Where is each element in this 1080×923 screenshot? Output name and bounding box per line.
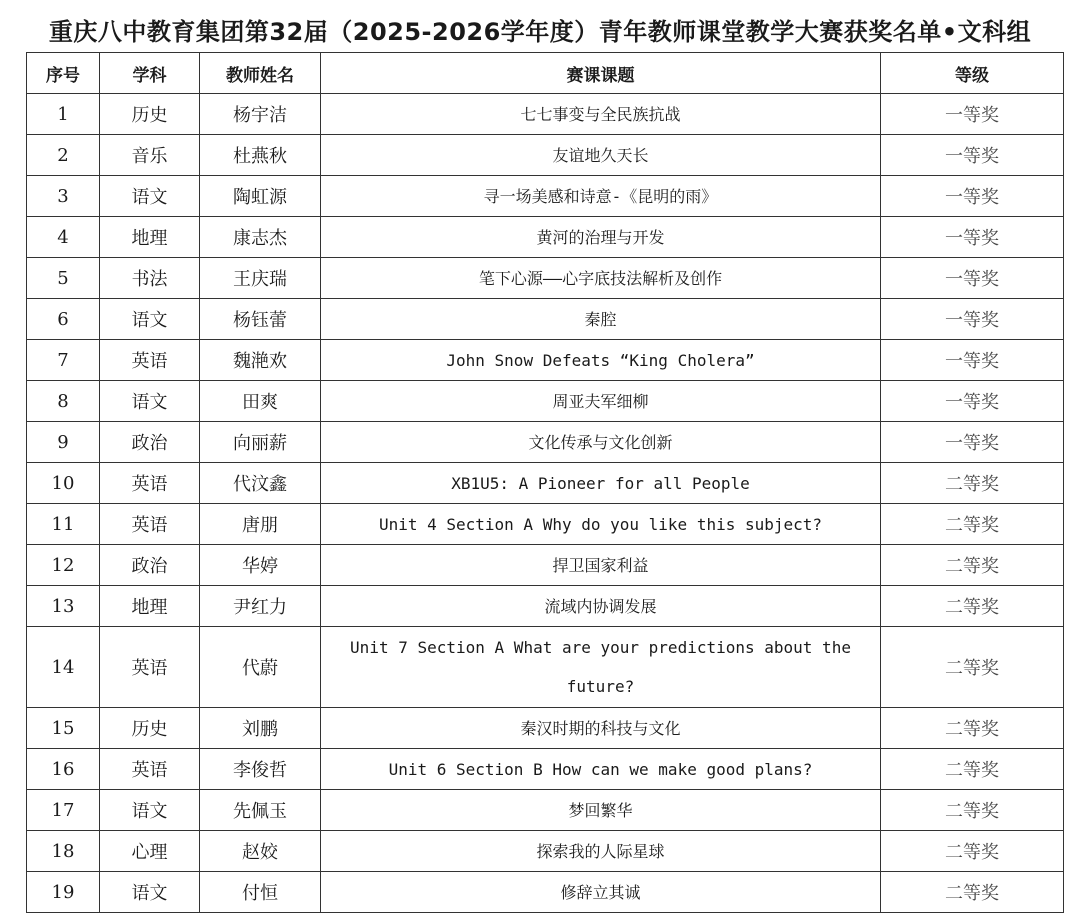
- cell-topic: Unit 7 Section A What are your predictions about the future?: [321, 627, 881, 708]
- cell-topic: 友谊地久天长: [321, 135, 881, 176]
- cell-number: 18: [27, 831, 100, 872]
- cell-subject: 英语: [100, 627, 200, 708]
- column-header-number: 序号: [27, 53, 100, 94]
- table-row: [27, 627, 1064, 708]
- cell-subject: 音乐: [100, 135, 200, 176]
- cell-teacher: 魏滟欢: [200, 340, 321, 381]
- cell-subject: 英语: [100, 749, 200, 790]
- table-row: [27, 217, 1064, 258]
- cell-topic: 修辞立其诚: [321, 872, 881, 913]
- cell-level: 一等奖: [881, 381, 1064, 422]
- cell-level: 一等奖: [881, 135, 1064, 176]
- cell-number: 15: [27, 708, 100, 749]
- cell-number: 9: [27, 422, 100, 463]
- cell-teacher: 代蔚: [200, 627, 321, 708]
- table-row: [27, 749, 1064, 790]
- cell-level: 二等奖: [881, 463, 1064, 504]
- cell-topic: 探索我的人际星球: [321, 831, 881, 872]
- table-row: [27, 340, 1064, 381]
- cell-number: 1: [27, 94, 100, 135]
- cell-number: 11: [27, 504, 100, 545]
- cell-number: 5: [27, 258, 100, 299]
- cell-subject: 政治: [100, 545, 200, 586]
- cell-teacher: 向丽薪: [200, 422, 321, 463]
- table-row: [27, 381, 1064, 422]
- cell-level: 二等奖: [881, 586, 1064, 627]
- cell-teacher: 李俊哲: [200, 749, 321, 790]
- column-header-level: 等级: [881, 53, 1064, 94]
- cell-subject: 心理: [100, 831, 200, 872]
- cell-subject: 语文: [100, 299, 200, 340]
- cell-level: 一等奖: [881, 340, 1064, 381]
- cell-level: 一等奖: [881, 422, 1064, 463]
- cell-subject: 语文: [100, 176, 200, 217]
- cell-level: 二等奖: [881, 831, 1064, 872]
- column-header-teacher: 教师姓名: [200, 53, 321, 94]
- cell-teacher: 唐朋: [200, 504, 321, 545]
- table-row: [27, 176, 1064, 217]
- cell-subject: 地理: [100, 217, 200, 258]
- cell-level: 二等奖: [881, 504, 1064, 545]
- cell-number: 13: [27, 586, 100, 627]
- cell-teacher: 先佩玉: [200, 790, 321, 831]
- table-row: [27, 545, 1064, 586]
- cell-teacher: 杨宇洁: [200, 94, 321, 135]
- cell-teacher: 杨钰蕾: [200, 299, 321, 340]
- cell-number: 14: [27, 627, 100, 708]
- cell-level: 二等奖: [881, 790, 1064, 831]
- table-header-row: [27, 53, 1064, 94]
- cell-number: 16: [27, 749, 100, 790]
- cell-subject: 书法: [100, 258, 200, 299]
- cell-teacher: 尹红力: [200, 586, 321, 627]
- cell-topic: John Snow Defeats “King Cholera”: [321, 340, 881, 381]
- table-row: [27, 94, 1064, 135]
- cell-topic: 笔下心源——心字底技法解析及创作: [321, 258, 881, 299]
- cell-teacher: 王庆瑞: [200, 258, 321, 299]
- cell-topic: 秦汉时期的科技与文化: [321, 708, 881, 749]
- cell-teacher: 代汶鑫: [200, 463, 321, 504]
- cell-number: 2: [27, 135, 100, 176]
- table-row: [27, 135, 1064, 176]
- award-table: [26, 52, 1064, 913]
- document-title: 重庆八中教育集团第32届（2025-2026学年度）青年教师课堂教学大赛获奖名单•文科组: [48, 18, 1032, 46]
- table-row: [27, 258, 1064, 299]
- cell-teacher: 刘鹏: [200, 708, 321, 749]
- cell-topic: 秦腔: [321, 299, 881, 340]
- cell-level: 二等奖: [881, 708, 1064, 749]
- cell-level: 一等奖: [881, 94, 1064, 135]
- cell-topic: 梦回繁华: [321, 790, 881, 831]
- cell-topic: 捍卫国家利益: [321, 545, 881, 586]
- cell-number: 4: [27, 217, 100, 258]
- cell-subject: 政治: [100, 422, 200, 463]
- column-header-subject: 学科: [100, 53, 200, 94]
- cell-level: 一等奖: [881, 258, 1064, 299]
- cell-subject: 语文: [100, 381, 200, 422]
- cell-number: 6: [27, 299, 100, 340]
- cell-number: 17: [27, 790, 100, 831]
- cell-level: 二等奖: [881, 749, 1064, 790]
- cell-teacher: 康志杰: [200, 217, 321, 258]
- cell-topic: 七七事变与全民族抗战: [321, 94, 881, 135]
- cell-topic: 周亚夫军细柳: [321, 381, 881, 422]
- cell-topic: 文化传承与文化创新: [321, 422, 881, 463]
- cell-number: 12: [27, 545, 100, 586]
- table-row: [27, 422, 1064, 463]
- cell-teacher: 赵姣: [200, 831, 321, 872]
- cell-level: 一等奖: [881, 217, 1064, 258]
- cell-teacher: 付恒: [200, 872, 321, 913]
- cell-level: 二等奖: [881, 627, 1064, 708]
- table-row: [27, 586, 1064, 627]
- table-row: [27, 463, 1064, 504]
- column-header-topic: 赛课课题: [321, 53, 881, 94]
- cell-teacher: 田爽: [200, 381, 321, 422]
- table-row: [27, 299, 1064, 340]
- table-row: [27, 504, 1064, 545]
- cell-topic: 黄河的治理与开发: [321, 217, 881, 258]
- cell-number: 7: [27, 340, 100, 381]
- table-row: [27, 708, 1064, 749]
- cell-number: 3: [27, 176, 100, 217]
- cell-number: 8: [27, 381, 100, 422]
- cell-topic: 流域内协调发展: [321, 586, 881, 627]
- cell-teacher: 陶虹源: [200, 176, 321, 217]
- table-row: [27, 872, 1064, 913]
- cell-subject: 历史: [100, 708, 200, 749]
- cell-level: 二等奖: [881, 545, 1064, 586]
- cell-level: 二等奖: [881, 872, 1064, 913]
- table-row: [27, 831, 1064, 872]
- cell-subject: 历史: [100, 94, 200, 135]
- cell-subject: 英语: [100, 463, 200, 504]
- cell-subject: 语文: [100, 872, 200, 913]
- cell-subject: 英语: [100, 340, 200, 381]
- cell-number: 19: [27, 872, 100, 913]
- cell-number: 10: [27, 463, 100, 504]
- cell-topic: XB1U5: A Pioneer for all People: [321, 463, 881, 504]
- cell-subject: 语文: [100, 790, 200, 831]
- cell-level: 一等奖: [881, 176, 1064, 217]
- cell-subject: 地理: [100, 586, 200, 627]
- cell-teacher: 华婷: [200, 545, 321, 586]
- cell-subject: 英语: [100, 504, 200, 545]
- table-body: [27, 94, 1064, 913]
- cell-topic: Unit 6 Section B How can we make good plans?: [321, 749, 881, 790]
- cell-teacher: 杜燕秋: [200, 135, 321, 176]
- cell-level: 一等奖: [881, 299, 1064, 340]
- cell-topic: Unit 4 Section A Why do you like this subject?: [321, 504, 881, 545]
- cell-topic: 寻一场美感和诗意-《昆明的雨》: [321, 176, 881, 217]
- table-row: [27, 790, 1064, 831]
